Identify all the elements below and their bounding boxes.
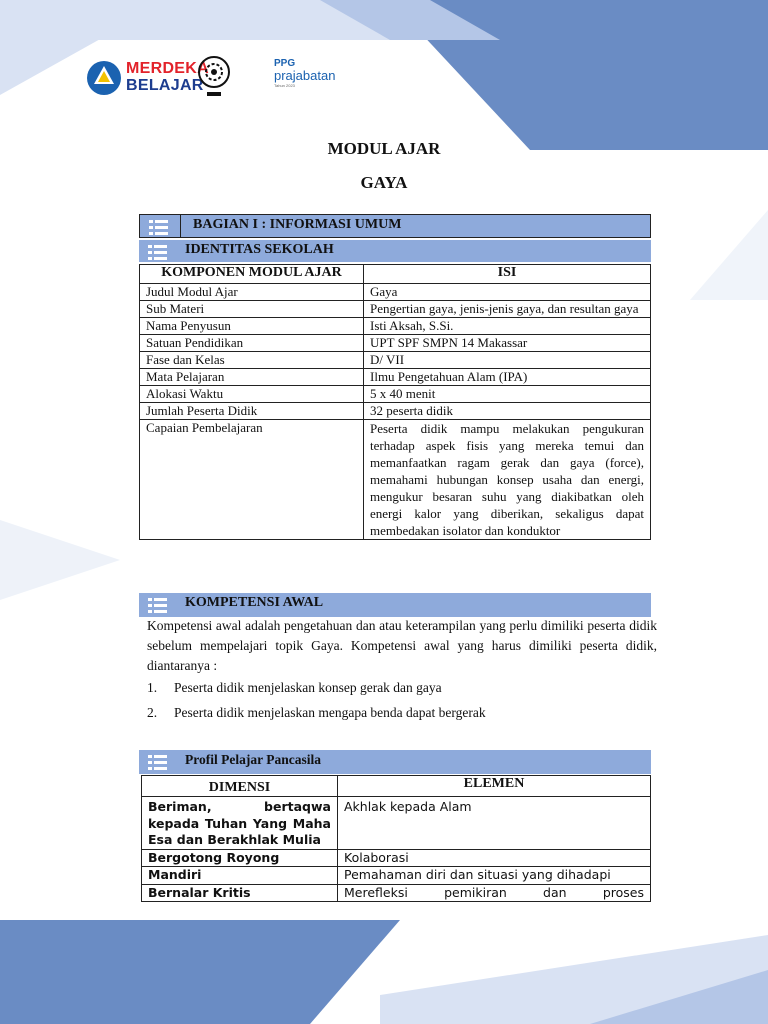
list-number: 2. (147, 705, 158, 720)
merdeka-belajar-logo (86, 56, 209, 100)
element-cell: Merefleksi pemikiran dan proses (338, 884, 651, 902)
section-header-label: Profil Pelajar Pancasila (185, 752, 321, 767)
table-row (140, 369, 651, 386)
table-row (140, 352, 651, 369)
row-value: D/ VII (364, 352, 651, 369)
list-item (147, 680, 442, 696)
table-row (140, 386, 651, 403)
table-row (142, 884, 651, 902)
table-row (142, 867, 651, 885)
table-row (140, 318, 651, 335)
row-value: Peserta didik mampu melakukan pengukuran terhadap aspek fisis yang mereka temui dan memanfaatkan ragam gerak dan gaya (force), memahami hubungan konsep usaha dan energi, mengukur besaran suhu yang diakibatkan oleh energi kalor yang diberikan, sekaligus dapat membedakan isolator dan konduktor (364, 420, 651, 540)
table-row (142, 797, 651, 850)
document-subtitle: GAYA (360, 173, 408, 192)
row-value: Pengertian gaya, jenis-jenis gaya, dan resultan gaya (364, 301, 651, 318)
row-label: Capaian Pembelajaran (140, 420, 364, 540)
column-header: DIMENSI (142, 776, 338, 797)
section-header-kompetensi-awal (139, 593, 651, 617)
row-label: Mata Pelajaran (140, 369, 364, 386)
row-label: Satuan Pendidikan (140, 335, 364, 352)
prajabatan-label: prajabatan (274, 68, 336, 83)
identity-table (139, 264, 651, 540)
row-value: UPT SPF SMPN 14 Makassar (364, 335, 651, 352)
table-row (140, 420, 651, 540)
table-header-row (140, 265, 651, 284)
university-seal-icon (197, 52, 231, 100)
row-label: Judul Modul Ajar (140, 284, 364, 301)
row-value: Ilmu Pengetahuan Alam (IPA) (364, 369, 651, 386)
section-header-label: IDENTITAS SEKOLAH (185, 242, 334, 257)
row-label: Alokasi Waktu (140, 386, 364, 403)
row-label: Sub Materi (140, 301, 364, 318)
list-icon (148, 598, 167, 613)
list-icon (148, 245, 167, 260)
list-number: 1. (147, 680, 158, 695)
table-row (140, 403, 651, 420)
row-label: Nama Penyusun (140, 318, 364, 335)
row-label: Jumlah Peserta Didik (140, 403, 364, 420)
belajar-text: BELAJAR (126, 77, 204, 94)
list-text: Peserta didik menjelaskan mengapa benda dapat bergerak (174, 705, 486, 720)
list-text: Peserta didik menjelaskan konsep gerak dan gaya (174, 680, 442, 695)
table-row (142, 849, 651, 867)
table-row (140, 284, 651, 301)
column-header: ISI (364, 265, 651, 284)
list-icon (149, 220, 168, 235)
list-icon (148, 755, 167, 770)
ppg-year: Tahun 2023 (274, 83, 295, 88)
dimension-cell: Beriman, bertaqwa kepada Tuhan Yang Maha Esa dan Berakhlak Mulia (142, 797, 338, 850)
section-header-identitas-sekolah (139, 240, 651, 262)
dimension-cell: Bergotong Royong (142, 849, 338, 867)
column-header: ELEMEN (338, 776, 651, 797)
section-header-informasi-umum (139, 214, 651, 238)
row-label: Fase dan Kelas (140, 352, 364, 369)
element-cell: Akhlak kepada Alam (338, 797, 651, 850)
kompetensi-paragraph: Kompetensi awal adalah pengetahuan dan atau keterampilan yang perlu dimiliki peserta didik sebelum mempelajari topik Gaya. Kompetensi awal yang harus dimiliki peserta didik, diantaranya : (147, 618, 657, 673)
profil-pancasila-table (141, 775, 651, 902)
ppg-prajabatan-logo (274, 58, 335, 88)
merdeka-text: MERDEKA (126, 60, 209, 77)
row-value: 32 peserta didik (364, 403, 651, 420)
table-header-row (142, 776, 651, 797)
element-cell: Pemahaman diri dan situasi yang dihadapi (338, 867, 651, 885)
section-header-label: KOMPETENSI AWAL (185, 595, 324, 610)
row-value: Gaya (364, 284, 651, 301)
table-row (140, 335, 651, 352)
ppg-label: PPG (274, 58, 296, 69)
dimension-cell: Bernalar Kritis (142, 884, 338, 902)
row-value: 5 x 40 menit (364, 386, 651, 403)
element-cell: Kolaborasi (338, 849, 651, 867)
list-item (147, 705, 486, 721)
row-value: Isti Aksah, S.Si. (364, 318, 651, 335)
table-row (140, 301, 651, 318)
dimension-cell: Mandiri (142, 867, 338, 885)
section-header-profil-pelajar (139, 750, 651, 774)
document-title: MODUL AJAR (327, 139, 441, 158)
section-header-label: BAGIAN I : INFORMASI UMUM (193, 217, 402, 232)
column-header: KOMPONEN MODUL AJAR (140, 265, 364, 284)
tut-wuri-icon (86, 60, 122, 96)
